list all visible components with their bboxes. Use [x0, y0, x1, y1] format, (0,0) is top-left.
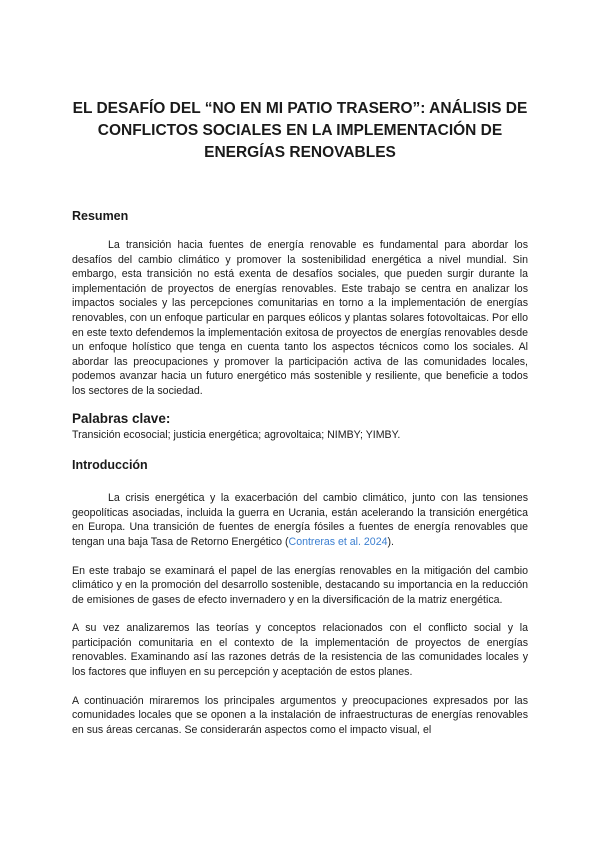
title-line-1: EL DESAFÍO DEL “NO EN MI PATIO TRASERO”: ANÁLISIS DE — [72, 100, 528, 117]
keywords-heading: Palabras clave: — [72, 410, 171, 426]
abstract-heading: Resumen — [72, 209, 129, 223]
intro-p1-text: La crisis energética y la exacerbación del cambio climático, junto con las tensiones geopolíticas asociadas, incluida la guerra en Ucrania, están acelerando la transición energética en Europa. Una transición de fuentes de energía fósiles a fuentes de energía renovables que tengan una baja Tasa de Retorno Energético ( — [72, 492, 528, 548]
title-line-2: CONFLICTOS SOCIALES EN LA IMPLEMENTACIÓN DE — [97, 122, 503, 139]
introduction-heading: Introducción — [72, 458, 148, 473]
intro-paragraph-2: En este trabajo se examinará el papel de las energías renovables en la mitigación del cambio climático y en la promoción del desarrollo sostenible, destacando su importancia en la reducción de emisiones de gases de efecto invernadero y en la diversificación de la matriz energética. — [72, 564, 528, 606]
keywords-text: Transición ecosocial; justicia energética; agrovoltaica; NIMBY; YIMBY. — [72, 428, 401, 441]
intro-paragraph-3: A su vez analizaremos las teorías y conceptos relacionados con el conflicto social y la participación comunitaria en el contexto de la implementación de proyectos de energías renovables. Examinando así las razones detrás de la resistencia de las comunidades locales y los factores que influyen en su percepción y aceptación de estos planes. — [72, 622, 528, 679]
intro-p1-end: ). — [387, 535, 394, 548]
intro-paragraph-4: A continuación miraremos los principales argumentos y preocupaciones expresados por las comunidades locales que se oponen a la instalación de infraestructuras de energías renovables en sus áreas cercanas. Se considerarán aspectos como el impacto visual, el — [72, 694, 528, 736]
citation-link[interactable]: Contreras et al. 2024 — [288, 535, 388, 548]
intro-paragraph-1 — [72, 491, 528, 549]
abstract-text: La transición hacia fuentes de energía renovable es fundamental para abordar los desafíos del cambio climático y promover la sostenibilidad energética a nivel mundial. Sin embargo, esta transición no está exenta de desafíos sociales, que pueden surgir durante la implementación de proyectos de energías renovables. Este trabajo se centra en analizar los impactos sociales y las percepciones comunitarias en torno a la implementación de energías renovables, con un enfoque particular en parques eólicos y plantas solares fotovoltaicas. Por ello en este texto defendemos la implementación exitosa de proyectos de energías renovables desde un enfoque holístico que tenga en cuenta tanto los aspectos técnicos como los sociales. Al abordar las preocupaciones y promover la participación activa de las comunidades locales, podemos avanzar hacia un futuro energético más sostenible y resiliente, que beneficie a todos los sectores de la sociedad. — [72, 239, 528, 397]
paper-title — [60, 98, 540, 164]
title-line-3: ENERGÍAS RENOVABLES — [204, 144, 396, 161]
paper-body — [72, 208, 528, 737]
